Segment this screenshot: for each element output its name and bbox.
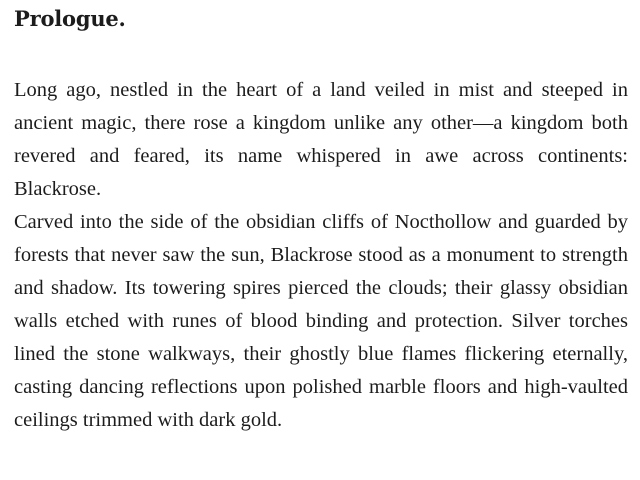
- paragraph-2: Carved into the side of the obsidian cliffs of Nocthollow and guarded by forests that never saw the sun, Blackrose stood as a monument to strength and shadow. Its towering spires pierced the clouds; their glassy obsidian walls etched with runes of blood binding and protection. Silver torches lined the stone walkways, their ghostly blue flames flickering eternally, casting dancing reflections upon polished marble floors and high-vaulted ceilings trimmed with dark gold.: [14, 211, 628, 431]
- paragraph-1: Long ago, nestled in the heart of a land veiled in mist and steeped in ancient magic, there rose a kingdom unlike any other—a kingdom both revered and feared, its name whispered in awe across continents: Blackrose.: [14, 79, 628, 200]
- reader-page: [14, 0, 628, 437]
- chapter-title: Prologue.: [14, 6, 126, 31]
- chapter-body: [14, 74, 628, 437]
